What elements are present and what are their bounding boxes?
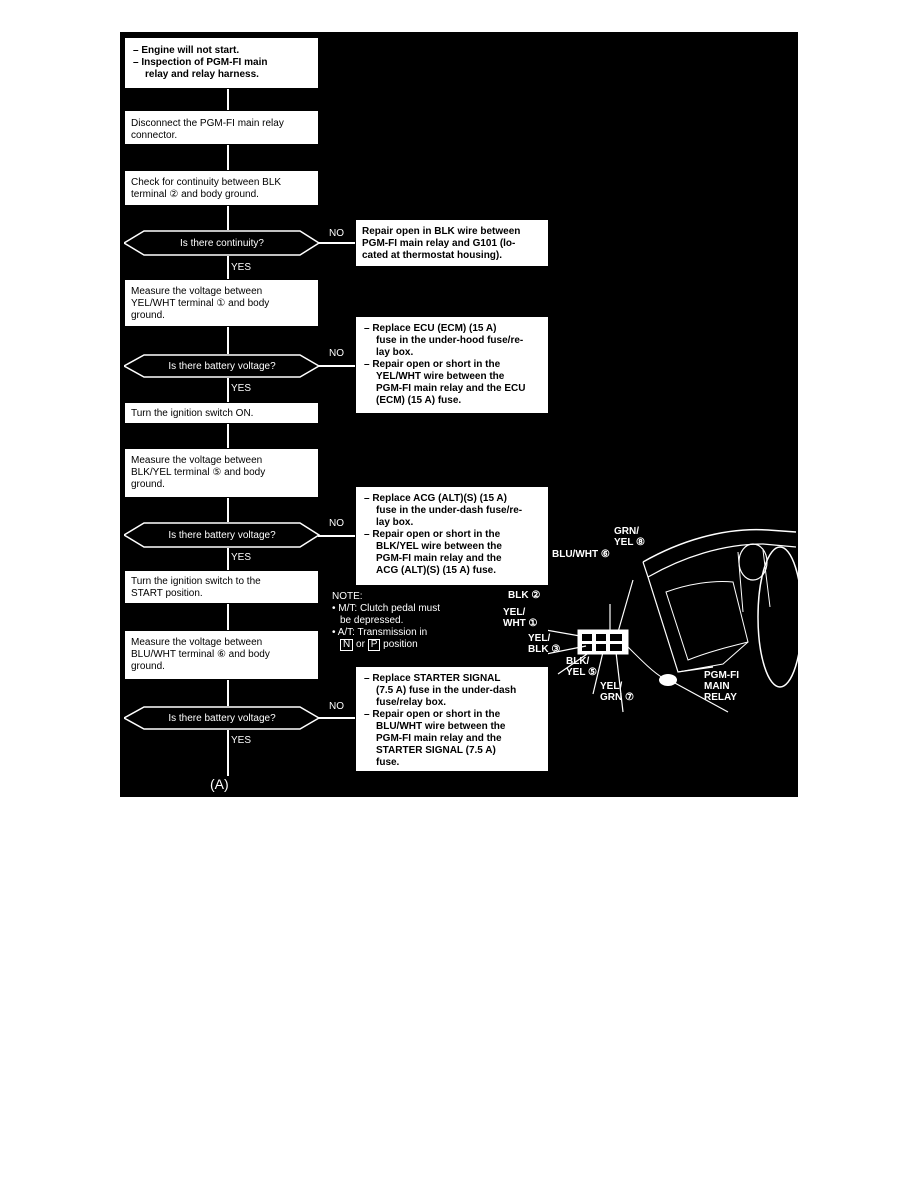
remedy-starter-box [355, 666, 549, 772]
steering-wheel [758, 547, 798, 687]
label-yel-wht-1: YEL/ [503, 607, 526, 618]
label-relay-1: PGM-FI [704, 670, 739, 681]
label-grn-yel [614, 526, 645, 548]
label-pgm-fi-main-relay [704, 670, 739, 703]
relay-connector-slot-5 [596, 644, 606, 651]
label-blu-wht: BLU/WHT ⑥ [552, 549, 610, 560]
r3-line-6: PGM-FI main relay and the [376, 553, 502, 564]
trunk-line-9 [227, 548, 229, 570]
r2-line-3: lay box. [376, 347, 414, 358]
r3-line-7: ACG (ALT)(S) (15 A) fuse. [376, 565, 496, 576]
r2-line-1: – Replace ECU (ECM) (15 A) [364, 323, 497, 334]
step-ignition-on-box [124, 402, 319, 424]
start-line-1: – Engine will not start. [133, 45, 240, 56]
step1-line-1: Disconnect the PGM-FI main relay [131, 118, 284, 129]
step1-line-2: connector. [131, 130, 178, 141]
label-yel-grn [600, 681, 634, 703]
label-yel-grn-2: GRN ⑦ [600, 692, 634, 703]
trunk-line-12 [227, 730, 229, 776]
trunk-line-5 [227, 327, 229, 354]
step2-line-1: Check for continuity between BLK [131, 177, 282, 188]
column-lines [738, 550, 770, 612]
dash-panel-edge [643, 562, 713, 672]
step-ignition-start-box [124, 570, 319, 604]
r4-line-1: – Replace STARTER SIGNAL [364, 673, 501, 684]
step3-line-3: ground. [131, 310, 165, 321]
r4-line-7: STARTER SIGNAL (7.5 A) [376, 745, 496, 756]
r3-line-2: fuse in the under-dash fuse/re- [376, 505, 523, 516]
no-connector-3 [318, 535, 355, 537]
r4-line-2: (7.5 A) fuse in the under-dash [376, 685, 517, 696]
label-yel-blk-2: BLK ③ [528, 644, 561, 655]
label-yel-blk [528, 633, 560, 655]
start-line-2: – Inspection of PGM-FI main [133, 57, 268, 68]
r4-line-4: – Repair open or short in the [364, 709, 501, 720]
remedy-ecm-box [355, 316, 549, 414]
step5-line-3: ground. [131, 479, 165, 490]
r4-line-6: PGM-FI main relay and the [376, 733, 502, 744]
r3-line-5: BLK/YEL wire between the [376, 541, 502, 552]
label-blk-yel-1: BLK/ [566, 656, 590, 667]
no-connector-2 [318, 365, 355, 367]
step5-line-2: BLK/YEL terminal ⑤ and body [131, 467, 266, 478]
note-line-2: be depressed. [340, 615, 404, 626]
no-label-4: NO [329, 701, 344, 712]
remedy-acg-box [355, 486, 549, 586]
relay-connector-slot-6 [610, 644, 622, 651]
gauge-cluster [739, 544, 767, 580]
yes-label-3: YES [231, 552, 252, 563]
r1-line-2: PGM-FI main relay and G101 (lo- [362, 238, 516, 249]
step6-line-1: Turn the ignition switch to the [131, 576, 261, 587]
label-blk-yel [566, 656, 597, 678]
note-line-4 [332, 639, 522, 651]
trunk-line-2 [227, 145, 229, 170]
relay-connector-slot-2 [596, 634, 606, 641]
r4-line-8: fuse. [376, 757, 400, 768]
yes-label-2: YES [231, 383, 252, 394]
r2-line-2: fuse in the under-hood fuse/re- [376, 335, 524, 346]
note-line-3: • A/T: Transmission in [332, 627, 428, 638]
step3-line-2: YEL/WHT terminal ① and body [131, 298, 270, 309]
label-yel-wht [503, 607, 538, 629]
transmission-note [332, 591, 522, 651]
relay-connector-slot-1 [582, 634, 592, 641]
start-line-3: relay and relay harness. [145, 69, 259, 80]
step-measure-bluwht-box [124, 630, 319, 680]
label-grn-yel-2: YEL ⑧ [614, 537, 646, 548]
trunk-line-7 [227, 424, 229, 448]
label-grn-yel-1: GRN/ [614, 526, 639, 537]
r1-line-3: cated at thermostat housing). [362, 250, 503, 261]
trunk-line-11 [227, 680, 229, 706]
r2-line-6: PGM-FI main relay and the ECU [376, 383, 526, 394]
decision-continuity [124, 230, 320, 256]
no-connector-4 [318, 717, 355, 719]
step-measure-yelwht-box [124, 279, 319, 327]
dashboard-outline [643, 530, 796, 562]
trunk-line-1 [227, 89, 229, 110]
step3-line-1: Measure the voltage between [131, 286, 263, 297]
no-label-1: NO [329, 228, 344, 239]
trunk-line-4 [227, 256, 229, 279]
no-label-2: NO [329, 348, 344, 359]
note-title: NOTE: [332, 591, 363, 602]
decision-voltage-2 [124, 522, 320, 548]
yes-label-4: YES [231, 735, 252, 746]
label-relay-3: RELAY [704, 692, 737, 703]
decision-voltage-3 [124, 706, 320, 730]
step-measure-blkyel-box [124, 448, 319, 498]
r4-line-5: BLU/WHT wire between the [376, 721, 506, 732]
step2-line-2: terminal ② and body ground. [131, 189, 259, 200]
relay-connector-slot-4 [582, 644, 592, 651]
no-label-3: NO [329, 518, 344, 529]
leader-grn-yel [618, 580, 633, 632]
trunk-line-6 [227, 378, 229, 402]
remedy-blk-box [355, 219, 549, 267]
yes-label-1: YES [231, 262, 252, 273]
note-line-1: • M/T: Clutch pedal must [332, 603, 440, 614]
p-key-box: P [368, 639, 381, 651]
label-blk: BLK ② [508, 590, 541, 601]
label-blk-yel-2: YEL ⑤ [566, 667, 598, 678]
glovebox-outline [666, 581, 748, 660]
step-continuity-box [124, 170, 319, 206]
label-yel-grn-1: YEL/ [600, 681, 623, 692]
no-connector-1 [318, 242, 355, 244]
leader-connector-to-relay [628, 647, 663, 678]
decision-continuity-text: Is there continuity? [180, 237, 264, 249]
r2-line-5: YEL/WHT wire between the [376, 371, 505, 382]
continuation-label: (A) [210, 776, 229, 792]
note-or: or [356, 639, 365, 650]
trunk-line-10 [227, 604, 229, 630]
decision-voltage-1-text: Is there battery voltage? [168, 360, 276, 372]
relay-connector-slot-3 [610, 634, 622, 641]
decision-voltage-1 [124, 354, 320, 378]
trunk-line-8 [227, 498, 229, 522]
relay-location [659, 674, 677, 686]
r2-line-4: – Repair open or short in the [364, 359, 501, 370]
r2-line-7: (ECM) (15 A) fuse. [376, 395, 462, 406]
step7-line-2: BLU/WHT terminal ⑥ and body [131, 649, 270, 660]
label-yel-blk-1: YEL/ [528, 633, 551, 644]
step5-line-1: Measure the voltage between [131, 455, 263, 466]
step6-line-2: START position. [131, 588, 203, 599]
decision-voltage-2-text: Is there battery voltage? [168, 529, 276, 541]
note-position: position [383, 639, 418, 650]
step7-line-1: Measure the voltage between [131, 637, 263, 648]
r3-line-3: lay box. [376, 517, 414, 528]
r4-line-3: fuse/relay box. [376, 697, 447, 708]
label-relay-2: MAIN [704, 681, 730, 692]
step4-line-1: Turn the ignition switch ON. [131, 408, 254, 419]
start-box [124, 37, 319, 89]
step-disconnect-box [124, 110, 319, 145]
r3-line-1: – Replace ACG (ALT)(S) (15 A) [364, 493, 507, 504]
decision-voltage-3-text: Is there battery voltage? [168, 712, 276, 724]
n-key-box: N [340, 639, 353, 651]
trunk-line-3 [227, 206, 229, 230]
r1-line-1: Repair open in BLK wire between [362, 226, 521, 237]
r3-line-4: – Repair open or short in the [364, 529, 501, 540]
flowchart-figure [120, 32, 798, 797]
step7-line-3: ground. [131, 661, 165, 672]
label-yel-wht-2: WHT ① [503, 618, 538, 629]
